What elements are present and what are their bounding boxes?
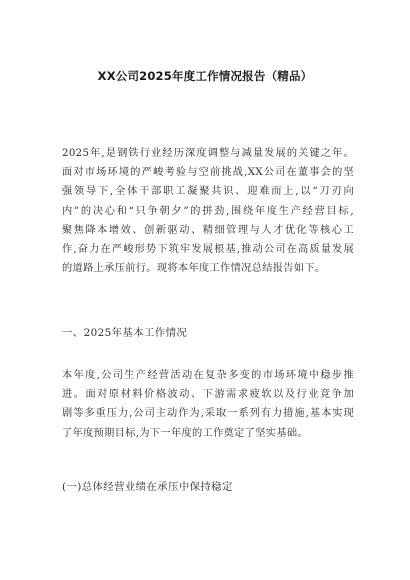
subsection-heading: (一)总体经营业绩在承压中保持稳定 (62, 481, 233, 493)
section-line: 本年度,公司生产经营活动在复杂多变的市场环境中稳步推 (62, 370, 354, 381)
intro-line: 的道路上承压前行。现将本年度工作情况总结报告如下。 (62, 263, 326, 275)
intro-line: 面对市场环境的严峻考验与空前挑战,XX公司在董事会的坚 (62, 167, 354, 179)
intro-paragraph (62, 144, 354, 278)
section-heading: 一、2025年基本工作情况 (62, 327, 188, 339)
document-title: XX公司2025年度工作情况报告（精品） (97, 69, 313, 83)
intro-line: 2025年,是钢铁行业经历深度调整与减量发展的关键之年。 (62, 148, 354, 159)
section-paragraph (62, 366, 354, 443)
intro-line: 作,奋力在严峻形势下筑牢发展根基,推动公司在高质量发展 (62, 244, 354, 256)
section-line: 剧等多重压力,公司主动作为,采取一系列有力措施,基本实现 (62, 408, 354, 420)
intro-line: 内”的决心和“只争朝夕”的拼劲,围绕年度生产经营目标, (62, 205, 354, 217)
section-line: 进。面对原材料价格波动、下游需求疲软以及行业竞争加 (62, 389, 354, 401)
section-line: 了年度预期目标,为下一年度的工作奠定了坚实基础。 (62, 427, 308, 439)
intro-line: 强领导下,全体干部职工凝聚共识、迎难而上,以“刀刃向 (62, 186, 354, 198)
intro-line: 聚焦降本增效、创新驱动、精细管理与人才优化等核心工 (62, 224, 354, 236)
